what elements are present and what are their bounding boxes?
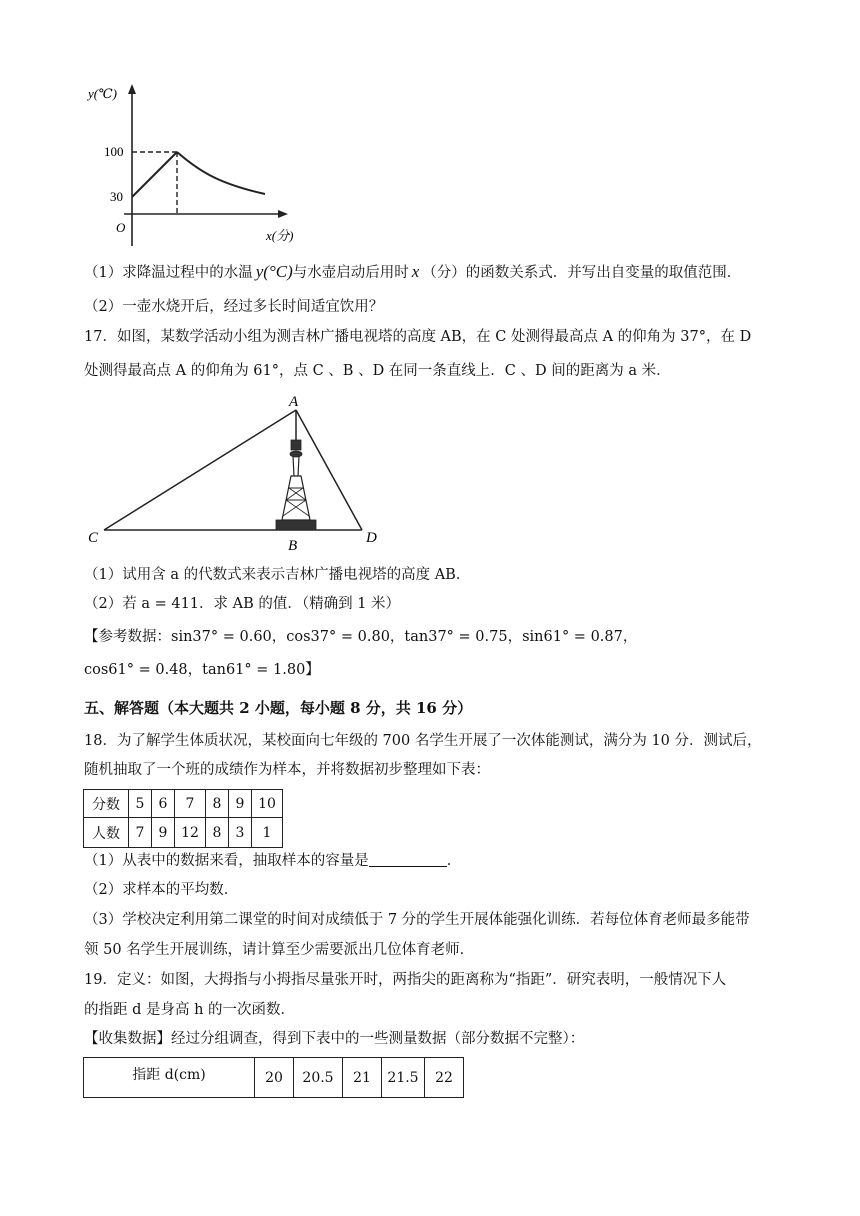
row-header-count: 人数: [84, 818, 129, 848]
q17-line2: 处测得最高点 A 的仰角为 61°，点 C 、B 、D 在同一条直线上．C 、D 间的距离为 a 米．: [84, 363, 671, 379]
score-table: [83, 789, 283, 848]
table-cell: 9: [229, 790, 252, 818]
table-cell: 22: [425, 1058, 464, 1098]
q19-line1: 19．定义：如图，大拇指与小拇指尽量张开时，两指尖的距离称为“指距”．研究表明，一般情况下人: [84, 972, 727, 988]
q18-part2: （2）求样本的平均数．: [84, 882, 239, 898]
table-cell: 8: [206, 790, 229, 818]
x-axis-label: x(分): [266, 228, 294, 243]
table-cell: 7: [129, 818, 152, 848]
var-x: x: [411, 262, 420, 281]
table-row: [84, 790, 283, 818]
table-row: [84, 818, 283, 848]
y-axis-arrow: [128, 84, 136, 94]
table-cell: 3: [229, 818, 252, 848]
line-CA: [104, 410, 296, 530]
tower-diagram: [80, 392, 400, 554]
q19-line3: 【收集数据】经过分组调查，得到下表中的一些测量数据（部分数据不完整）：: [84, 1031, 585, 1047]
q18-part1: （1）从表中的数据来看，抽取样本的容量是 ．: [84, 853, 462, 869]
q17-line1: 17．如图，某数学活动小组为测吉林广播电视塔的高度 AB，在 C 处测得最高点 A 的仰角为 37°，在 D: [84, 329, 752, 345]
q17-part1: （1）试用含 a 的代数式来表示吉林广播电视塔的高度 AB．: [84, 567, 471, 583]
q18-line2: 随机抽取了一个班的成绩作为样本，并将数据初步整理如下表：: [84, 762, 490, 778]
q17-reference-line1: 【参考数据：sin37° = 0.60，cos37° = 0.80，tan37° = 0.75，sin61° = 0.87，: [84, 629, 638, 645]
y-axis-label: y(℃): [88, 86, 117, 101]
q18-part3-line1: （3）学校决定利用第二课堂的时间对成绩低于 7 分的学生开展体能强化训练．若每位体育老师最多能带: [84, 912, 750, 928]
cooling-curve: [177, 152, 265, 194]
q19-line2: 的指距 d 是身高 h 的一次函数．: [84, 1002, 296, 1018]
table-row: [84, 1058, 464, 1098]
x-axis-arrow: [278, 210, 288, 218]
table-cell: 5: [129, 790, 152, 818]
var-y: y: [255, 262, 264, 281]
q16-part2: （2）一壶水烧开后，经过多长时间适宜饮用？: [84, 299, 384, 315]
tv-tower-icon: [276, 410, 316, 530]
y-tick-30: 30: [110, 189, 123, 204]
row-header-finger-span: 指距 d(cm): [84, 1058, 255, 1098]
row-header-score: 分数: [84, 790, 129, 818]
table-cell: 21: [343, 1058, 382, 1098]
table-cell: 12: [175, 818, 206, 848]
temperature-graph: [80, 80, 310, 250]
table-cell: 9: [152, 818, 175, 848]
q18-line1: 18．为了解学生体质状况，某校面向七年级的 700 名学生开展了一次体能测试，满分为 10 分．测试后，: [84, 733, 762, 749]
table-cell: 20: [255, 1058, 294, 1098]
label-C: C: [88, 530, 99, 546]
q17-part2: （2）若 a = 411．求 AB 的值．（精确到 1 米）: [84, 596, 401, 612]
q17-reference-line2: cos61° = 0.48，tan61° = 1.80】: [84, 662, 320, 678]
q16-part1: （1）求降温过程中的水温 y(°C)与水壶启动后用时 x （分）的函数关系式．并写出自变量的取值范围．: [84, 262, 742, 281]
table-cell: 21.5: [382, 1058, 425, 1098]
section-heading: 五、解答题（本大题共 2 小题，每小题 8 分，共 16 分）: [84, 699, 473, 717]
label-A: A: [289, 394, 299, 410]
answer-blank: [369, 852, 447, 867]
table-cell: 10: [252, 790, 283, 818]
q18-part3-line2: 领 50 名学生开展训练，请计算至少需要派出几位体育老师．: [84, 942, 475, 958]
line-AD: [296, 410, 362, 530]
table-cell: 6: [152, 790, 175, 818]
heating-line: [132, 152, 177, 197]
label-D: D: [366, 530, 377, 546]
label-B: B: [288, 538, 298, 554]
table-cell: 20.5: [294, 1058, 343, 1098]
table-cell: 1: [252, 818, 283, 848]
finger-span-table: [83, 1057, 464, 1098]
y-tick-100: 100: [104, 144, 124, 159]
table-cell: 7: [175, 790, 206, 818]
unit-celsius: (°C): [263, 262, 293, 281]
origin-label: O: [116, 220, 126, 235]
table-cell: 8: [206, 818, 229, 848]
